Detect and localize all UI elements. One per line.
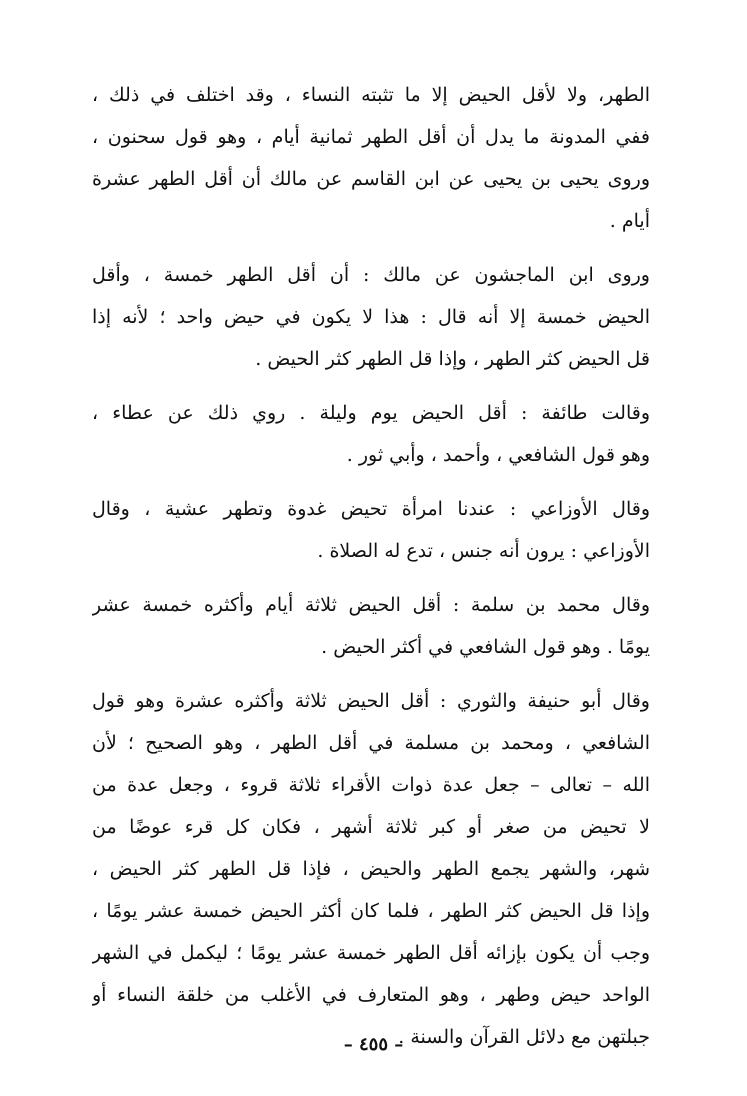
text-line: الحيض خمسة إلا أنه قال : هذا لا يكون في حيض واحد ؛ لأنه إذا xyxy=(92,306,650,328)
text-line: وهو قول الشافعي ، وأحمد ، وأبي ثور . xyxy=(346,444,650,466)
text-line: الأوزاعي : يرون أنه جنس ، تدع له الصلاة . xyxy=(317,540,650,562)
text-line: وروى يحيى بن يحيى عن ابن القاسم عن مالك أن أقل الطهر عشرة xyxy=(92,168,650,190)
page-number: – ٤٥٥ – xyxy=(343,1034,404,1055)
paragraph-3 xyxy=(92,392,650,476)
paragraph-5 xyxy=(92,584,650,668)
text-line: الله – تعالى – جعل عدة ذوات الأقراء ثلاثة قروء ، وجعل عدة من xyxy=(92,774,650,796)
text-line: وقال محمد بن سلمة : أقل الحيض ثلاثة أيام وأكثره خمسة عشر xyxy=(92,594,650,616)
page-body xyxy=(92,74,650,1070)
text-line: وجب أن يكون بإزائه أقل الطهر خمسة عشر يومًا ؛ ليكمل في الشهر xyxy=(92,942,650,964)
text-line: أيام . xyxy=(609,210,650,232)
text-line: لا تحيض من صغر أو كبر ثلاثة أشهر ، فكان كل قرء عوضًا من xyxy=(92,816,650,838)
text-line: ففي المدونة ما يدل أن أقل الطهر ثمانية أيام ، وهو قول سحنون ، xyxy=(92,126,650,148)
text-line: وإذا قل الحيض كثر الطهر ، فلما كان أكثر الحيض خمسة عشر يومًا ، xyxy=(92,900,650,922)
text-line: وقال الأوزاعي : عندنا امرأة تحيض غدوة وتطهر عشية ، وقال xyxy=(92,498,650,520)
text-line: وقالت طائفة : أقل الحيض يوم وليلة . روي ذلك عن عطاء ، xyxy=(92,402,650,424)
paragraph-6 xyxy=(92,680,650,1058)
text-line: وقال أبو حنيفة والثوري : أقل الحيض ثلاثة وأكثره عشرة وهو قول xyxy=(92,690,650,712)
text-line: شهر، والشهر يجمع الطهر والحيض ، فإذا قل الطهر كثر الحيض ، xyxy=(92,858,650,880)
text-line: يومًا . وهو قول الشافعي في أكثر الحيض . xyxy=(321,636,650,658)
text-line: الشافعي ، ومحمد بن مسلمة في أقل الطهر ، وهو الصحيح ؛ لأن xyxy=(92,732,650,754)
text-line: جبلتهن مع دلائل القرآن والسنة . xyxy=(398,1026,650,1048)
text-line: الواحد حيض وطهر ، وهو المتعارف في الأغلب من خلقة النساء أو xyxy=(92,984,650,1006)
paragraph-2 xyxy=(92,254,650,380)
text-line: قل الحيض كثر الطهر ، وإذا قل الطهر كثر الحيض . xyxy=(255,348,650,370)
paragraph-4 xyxy=(92,488,650,572)
text-line: وروى ابن الماجشون عن مالك : أن أقل الطهر خمسة ، وأقل xyxy=(92,264,650,286)
text-line: الطهر، ولا لأقل الحيض إلا ما تثبته النساء ، وقد اختلف في ذلك ، xyxy=(92,84,650,106)
paragraph-1 xyxy=(92,74,650,242)
